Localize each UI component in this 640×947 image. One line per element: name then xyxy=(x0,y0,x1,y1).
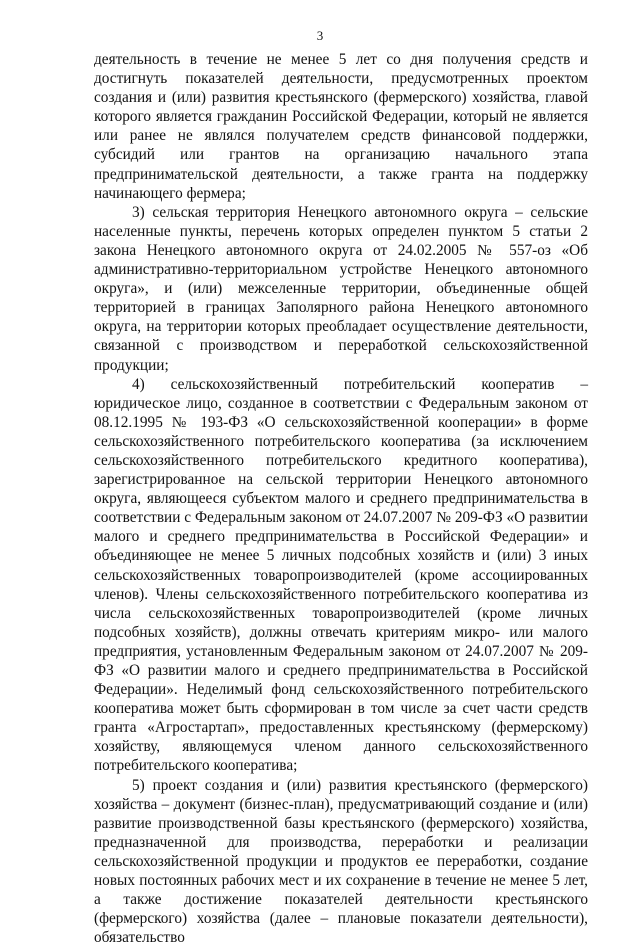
paragraph-item-5-project: 5) проект создания и (или) развития крестьянского (фермерского) хозяйства – документ (бизнес-план), предусматривающий создание и (или) развитие производственной базы крестьянского (фермерского) хозяйства, предназначенной для производства, переработки и реализации сельскохозяйственной продукции и продуктов ее переработки, создание новых постоянных рабочих мест и их сохранение в течение не менее 5 лет, а также достижение показателей деятельности крестьянского (фермерского) хозяйства (далее – плановые показатели деятельности), обязательство xyxy=(94,776,588,947)
document-body xyxy=(94,50,588,947)
paragraph-item-3-rural-territory: 3) сельская территория Ненецкого автономного округа – сельские населенные пункты, перечень которых определен пунктом 5 статьи 2 закона Ненецкого автономного округа от 24.02.2005 № 557-оз «Об административно-территориальном устройстве Ненецкого автономного округа», и (или) межселенные территории, объединенные общей территорией в границах Заполярного района Ненецкого автономного округа, на территории которых преобладает осуществление деятельности, связанной с производством и переработкой сельскохозяйственной продукции; xyxy=(94,203,588,374)
page-number: 3 xyxy=(316,28,324,43)
paragraph-item-4-cooperative: 4) сельскохозяйственный потребительский кооператив – юридическое лицо, созданное в соответствии с Федеральным законом от 08.12.1995 № 193-ФЗ «О сельскохозяйственной кооперации» в форме сельскохозяйственного потребительского кооператива (за исключением сельскохозяйственного потребительского кредитного кооператива), зарегистрированное на сельской территории Ненецкого автономного округа, являющееся субъектом малого и среднего предпринимательства в соответствии с Федеральным законом от 24.07.2007 № 209-ФЗ «О развитии малого и среднего предпринимательства в Российской Федерации» и объединяющее не менее 5 личных подсобных хозяйств и (или) 3 иных сельскохозяйственных товаропроизводителей (кроме ассоциированных членов). Члены сельскохозяйственного потребительского кооператива из числа сельскохозяйственных товаропроизводителей (кроме личных подсобных хозяйств), должны отвечать критериям микро- или малого предприятия, установленным Федеральным законом от 24.07.2007 № 209-ФЗ «О развитии малого и среднего предпринимательства в Российской Федерации». Неделимый фонд сельскохозяйственного потребительского кооператива может быть сформирован в том числе за счет части средств гранта «Агростартап», предоставленных крестьянскому (фермерскому) хозяйству, являющемуся членом данного сельскохозяйственного потребительского кооператива; xyxy=(94,375,588,775)
paragraph-continuation: деятельность в течение не менее 5 лет со дня получения средств и достигнуть показателей деятельности, предусмотренных проектом создания и (или) развития крестьянского (фермерского) хозяйства, главой которого является гражданин Российской Федерации, который не является или ранее не являлся получателем средств финансовой поддержки, субсидий или грантов на организацию начального этапа предпринимательской деятельности, а также гранта на поддержку начинающего фермера; xyxy=(94,51,588,202)
